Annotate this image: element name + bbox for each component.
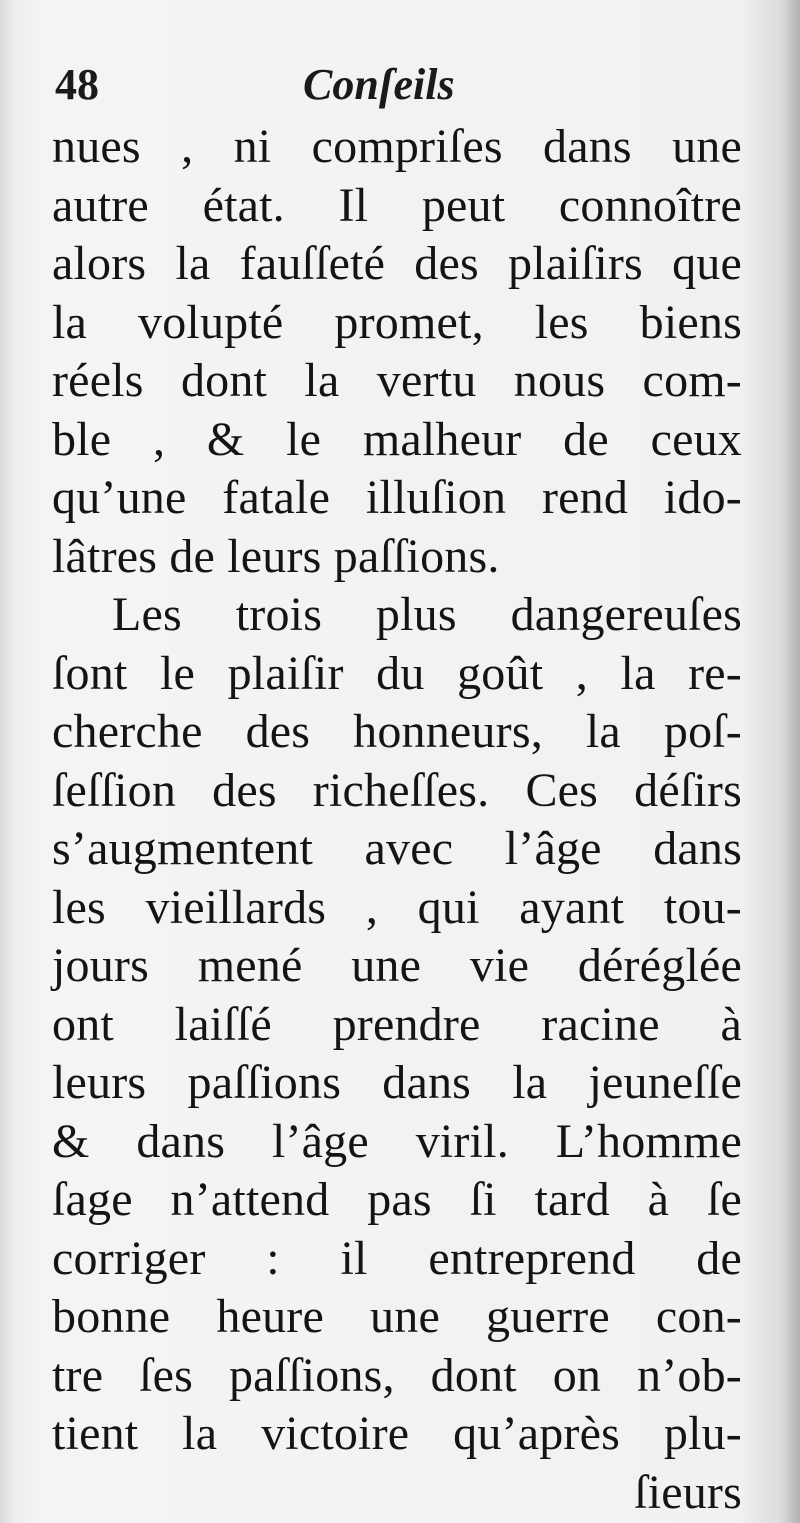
text-line: ont laiſſé prendre racine à [52,997,742,1051]
text-line: ſage n’attend pas ſi tard à ſe [52,1173,742,1226]
page-number: 48 [55,60,99,109]
page-edge-shadow [782,0,800,1523]
text-line: tient la victoire qu’après plu- [52,1407,742,1460]
text-line: leurs paſſions dans la jeuneſſe [52,1056,742,1109]
text-line: alors la fauſſeté des plaiſirs que [52,237,742,290]
text-line: qu’une fatale illuſion rend ido- [52,471,742,524]
text-line: réels dont la vertu nous com- [52,354,742,407]
text-line: autre état. Il peut connoître [52,178,742,232]
catchword: ſieurs [634,1465,742,1519]
text-line: & dans l’âge viril. L’homme [52,1114,742,1168]
text-line: ſeſſion des richeſſes. Ces déſirs [52,763,742,817]
page-header [55,55,745,115]
body-text [52,118,742,1522]
text-line: ble , & le malheur de ceux [52,412,742,466]
text-line: corriger : il entreprend de [52,1231,742,1285]
text-line: cherche des honneurs, la poſ- [52,705,742,758]
text-line: nues , ni compriſes dans une [52,120,742,173]
text-line: ſont le plaiſir du goût , la re- [52,646,742,700]
text-line: les vieillards , qui ayant tou- [52,880,742,934]
text-line: Les trois plus dangereuſes [112,588,742,641]
text-line: jours mené une vie déréglée [52,939,742,992]
running-head: Conſeils [303,60,455,109]
text-line: la volupté promet, les biens [52,295,742,349]
text-line: s’augmentent avec l’âge dans [52,822,742,875]
text-line: tre ſes paſſions, dont on n’ob- [52,1348,742,1402]
text-line: bonne heure une guerre con- [52,1290,742,1343]
text-line: lâtres de leurs paſſions. [52,529,500,583]
